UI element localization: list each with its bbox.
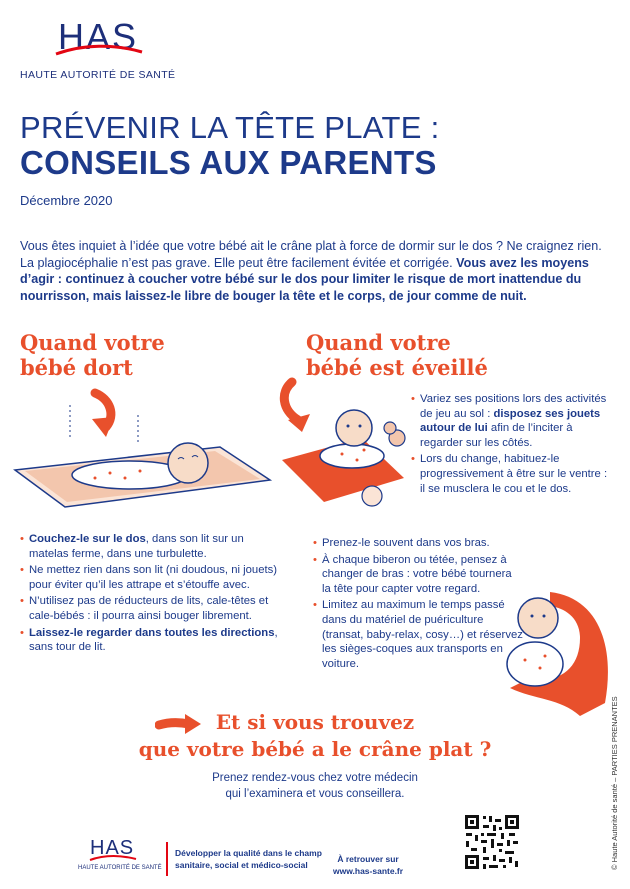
- intro-bold: Vous avez les moyens d’agir : continuez à coucher votre bébé sur le dos pour limiter le risque de mort inattendue du nourrisson, mais laissez-le libre de bouger la tête et le corps, de jour comme de nuit.: [20, 255, 589, 303]
- flat-head-question-line2: que votre bébé a le crâne plat ?: [138, 737, 492, 761]
- advice-line1: Prenez rendez-vous chez votre médecin: [212, 772, 418, 784]
- advice-line2: qui l’examinera et vous conseillera.: [225, 788, 405, 800]
- awake-top-bullet-list: [411, 392, 611, 498]
- awake-bullet: • Variez ses positions lors des activités de jeu au sol : disposez ses jouets autour de lui afin de l’inciter à regarder sur les côtés.: [411, 392, 611, 450]
- sleep-bullet: • Laissez-le regarder dans toutes les directions, sans tour de lit.: [20, 626, 282, 655]
- flat-head-question: [100, 709, 530, 763]
- footer-tagline-line2: sanitaire, social et médico-social: [175, 860, 308, 870]
- flat-head-advice: [120, 770, 510, 802]
- qr-code-icon[interactable]: [463, 813, 521, 871]
- logo-swoosh-icon: [54, 42, 144, 60]
- awake-title-line2: bébé est éveillé: [306, 355, 488, 380]
- flat-head-question-line1: Et si vous trouvez: [215, 710, 415, 734]
- intro-paragraph: [20, 238, 612, 304]
- awake-bullet: • Prenez-le souvent dans vos bras.: [313, 536, 523, 551]
- sleep-bullet-list: [20, 532, 282, 657]
- footer-logo-letters: HAS: [90, 837, 135, 859]
- sleep-title-line2: bébé dort: [20, 355, 133, 380]
- footer-find-label: À retrouver sur: [337, 854, 399, 864]
- sleep-section-title: [20, 330, 165, 380]
- sleep-bullet: • N’utilisez pas de réducteurs de lits, cale-têtes et cale-bébés : il pourra ainsi bouger librement.: [20, 594, 282, 623]
- awake-bullet: • Lors du change, habituez-le progressivement à être sur le ventre : il se musclera le cou et le dos.: [411, 452, 611, 496]
- footer-logo-subtitle: HAUTE AUTORITÉ DE SANTÉ: [78, 865, 162, 871]
- footer-has-logo: [78, 835, 168, 879]
- has-logo-letters: HAS: [58, 16, 139, 57]
- sleep-bullet: • Ne mettez rien dans son lit (ni doudous, ni jouets) pour éviter qu’il les attrape et s’étouffe avec.: [20, 563, 282, 592]
- sleeping-baby-illustration: [10, 385, 285, 515]
- parent-holding-baby-illustration: [490, 588, 612, 718]
- intro-normal: Vous êtes inquiet à l’idée que votre bébé ait le crâne plat à force de dormir sur le dos ? Ne craignez rien. La plagiocéphalie n’est pas grave. Elle peut être facilement évitée et corrigée.: [20, 239, 602, 270]
- title-line2: CONSEILS AUX PARENTS: [20, 144, 437, 181]
- footer-tagline-line1: Développer la qualité dans le champ: [175, 848, 322, 858]
- awake-title-line1: Quand votre: [306, 330, 451, 355]
- footer-website-link[interactable]: www.has-sante.fr: [333, 866, 404, 876]
- footer-find-us: [333, 853, 403, 877]
- sleep-bullet: • Couchez-le sur le dos, dans son lit sur un matelas ferme, dans une turbulette.: [20, 532, 282, 561]
- copyright-notice: © Haute Autorité de santé – PARTIES PRENANTES: [610, 696, 619, 870]
- awake-bullet: • Limitez au maximum le temps passé dans du matériel de puériculture (transat, baby-relax, cosy…) et réservez les sièges-coques aux transports en voiture.: [313, 598, 523, 671]
- footer-divider: [166, 842, 168, 876]
- footer-logo-swoosh-icon: [88, 854, 138, 862]
- title-line1: PRÉVENIR LA TÊTE PLATE :: [20, 110, 440, 145]
- publication-date: Décembre 2020: [20, 193, 113, 208]
- has-logo-subtitle: HAUTE AUTORITÉ DE SANTÉ: [20, 69, 176, 81]
- tummy-time-baby-illustration: [252, 370, 412, 520]
- sleep-title-line1: Quand votre: [20, 330, 165, 355]
- footer-tagline: [175, 847, 322, 871]
- has-logo: [20, 12, 220, 82]
- awake-bullet: • À chaque biberon ou tétée, pensez à changer de bras : votre bébé tournera la tête pour capter votre regard.: [313, 553, 523, 597]
